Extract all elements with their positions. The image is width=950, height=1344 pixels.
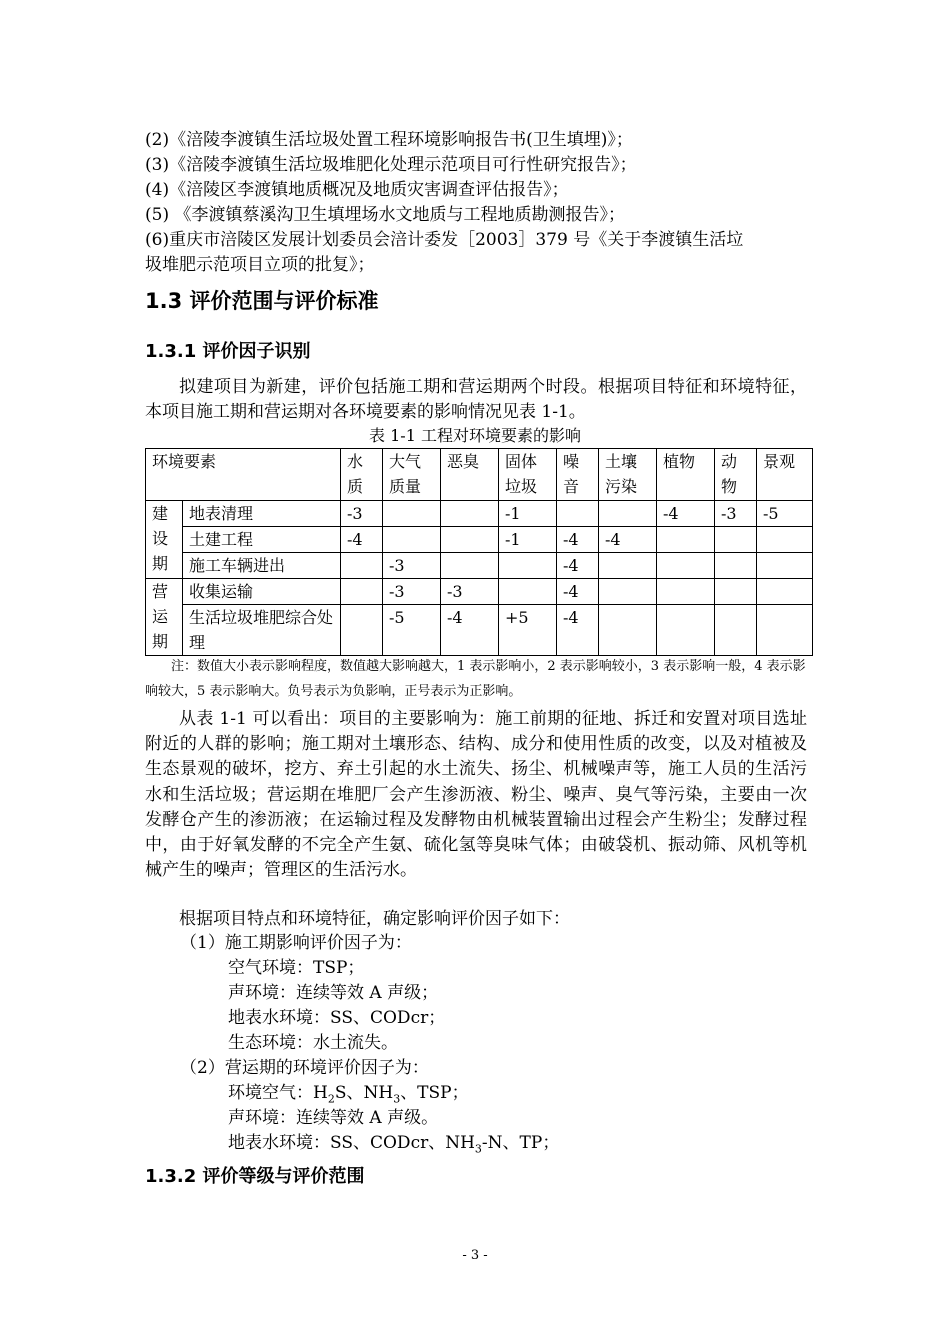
value-cell: [757, 553, 813, 579]
table-row: [146, 501, 813, 527]
value-cell: [341, 579, 383, 605]
value-cell: [657, 579, 715, 605]
reference-line: (2)《涪陵李渡镇生活垃圾处置工程环境影响报告书(卫生填埋)》；: [145, 130, 633, 150]
reference-line: (6)重庆市涪陵区发展计划委员会涪计委发［2003］379 号《关于李渡镇生活垃: [145, 230, 744, 250]
header-cell: 土壤污染: [599, 449, 657, 501]
value-cell: -3: [383, 553, 441, 579]
value-cell: [757, 605, 813, 656]
section-heading-1-3-1: 1.3.1 评价因子识别: [145, 341, 311, 362]
factor-item-air: 环境空气：$H_2S$、$NH_3$、TSP；: [228, 1083, 469, 1106]
factor-item: 地表水环境：SS、CODcr；: [228, 1008, 446, 1028]
value-cell: [715, 579, 757, 605]
factors-intro: 根据项目特点和环境特征，确定影响评价因子如下：: [179, 909, 570, 929]
value-cell: [657, 527, 715, 553]
value-cell: [557, 501, 599, 527]
section-heading-1-3-2: 1.3.2 评价等级与评价范围: [145, 1166, 365, 1187]
value-cell: [441, 501, 499, 527]
page-number: - 3 -: [462, 1248, 488, 1263]
value-cell: -4: [557, 605, 599, 656]
reference-line: 圾堆肥示范项目立项的批复》；: [145, 255, 375, 275]
header-cell: 植物: [657, 449, 715, 501]
value-cell: [715, 553, 757, 579]
reference-line: (3)《涪陵李渡镇生活垃圾堆肥化处理示范项目可行性研究报告》；: [145, 155, 637, 175]
header-cell: 大气质量: [383, 449, 441, 501]
value-cell: [599, 605, 657, 656]
value-cell: [599, 501, 657, 527]
value-cell: [441, 553, 499, 579]
header-cell: 固体垃圾: [499, 449, 557, 501]
factor-item: 声环境：连续等效 A 声级；: [228, 983, 439, 1003]
value-cell: -3: [441, 579, 499, 605]
reference-line: (4)《涪陵区李渡镇地质概况及地质灾害调查评估报告》；: [145, 180, 569, 200]
value-cell: -4: [341, 527, 383, 553]
construction-factors-title: （1）施工期影响评价因子为：: [180, 933, 412, 953]
header-cell: 动物: [715, 449, 757, 501]
item-cell: 土建工程: [183, 527, 341, 553]
operation-factors-title: （2）营运期的环境评价因子为：: [180, 1058, 429, 1078]
value-cell: [715, 605, 757, 656]
value-cell: [757, 527, 813, 553]
header-cell: 噪音: [557, 449, 599, 501]
reference-line: (5) 《李渡镇蔡溪沟卫生填埋场水文地质与工程地质勘测报告》；: [145, 205, 625, 225]
header-cell: 环境要素: [146, 449, 341, 501]
header-cell: 水质: [341, 449, 383, 501]
header-cell: 景观: [757, 449, 813, 501]
value-cell: -3: [341, 501, 383, 527]
value-cell: [441, 527, 499, 553]
value-cell: -3: [715, 501, 757, 527]
section-heading-1-3: 1.3 评价范围与评价标准: [145, 289, 379, 313]
value-cell: -4: [557, 527, 599, 553]
header-cell: 恶臭: [441, 449, 499, 501]
table-row: [146, 553, 813, 579]
impact-table: [145, 448, 813, 656]
value-cell: -1: [499, 501, 557, 527]
value-cell: [499, 553, 557, 579]
table-note: 注：数值大小表示影响程度，数值越大影响越大，1 表示影响小，2 表示影响较小，3 表示影响一般，4 表示影响较大，5 表示影响大。负号表示为负影响，正号表示为正影响。: [145, 659, 806, 699]
value-cell: -5: [757, 501, 813, 527]
value-cell: [341, 605, 383, 656]
item-cell: 地表清理: [183, 501, 341, 527]
value-cell: [757, 579, 813, 605]
value-cell: [341, 553, 383, 579]
value-cell: [657, 553, 715, 579]
value-cell: [599, 553, 657, 579]
analysis-paragraph: 从表 1-1 可以看出：项目的主要影响为：施工前期的征地、拆迁和安置对项目选址附近的人群的影响；施工期对土壤形态、结构、成分和使用性质的改变，以及对植被及生态景观的破坏，挖方、弃土引起的水土流失、扬尘、机械噪声等，施工人员的生活污水和生活垃圾；营运期在堆肥厂会产生渗沥液、粉尘、噪声、臭气等污染，主要由一次发酵仓产生的渗沥液；在运输过程及发酵物由机械装置输出过程会产生粉尘；发酵过程中，由于好氧发酵的不完全产生氨、硫化氢等臭味气体；由破袋机、振动筛、风机等机械产生的噪声；管理区的生活污水。: [145, 709, 807, 881]
value-cell: [657, 605, 715, 656]
factor-item: 声环境：连续等效 A 声级。: [228, 1108, 439, 1128]
value-cell: -4: [599, 527, 657, 553]
phase-cell: 营运期: [146, 579, 183, 656]
value-cell: -4: [557, 553, 599, 579]
item-cell: 收集运输: [183, 579, 341, 605]
value-cell: [599, 579, 657, 605]
value-cell: [383, 501, 441, 527]
value-cell: -4: [657, 501, 715, 527]
value-cell: -4: [441, 605, 499, 656]
value-cell: -5: [383, 605, 441, 656]
value-cell: -1: [499, 527, 557, 553]
factor-item-water: 地表水环境：SS、CODcr、$NH_3-N$、TP；: [228, 1133, 560, 1156]
factor-item: 空气环境：TSP；: [228, 958, 365, 978]
item-cell: 施工车辆进出: [183, 553, 341, 579]
item-cell: 生活垃圾堆肥综合处理: [183, 605, 341, 656]
factor-item: 生态环境：水土流失。: [228, 1033, 398, 1053]
table-header-row: [146, 449, 813, 501]
intro-paragraph: 拟建项目为新建，评价包括施工期和营运期两个时段。根据项目特征和环境特征，本项目施工期和营运期对各环境要素的影响情况见表 1-1。: [145, 377, 807, 423]
value-cell: -3: [383, 579, 441, 605]
value-cell: [715, 527, 757, 553]
table-row: [146, 605, 813, 656]
phase-cell: 建设期: [146, 501, 183, 579]
table-row: [146, 527, 813, 553]
value-cell: [499, 579, 557, 605]
value-cell: [383, 527, 441, 553]
table-caption: 表 1-1 工程对环境要素的影响: [369, 426, 581, 445]
table-row: [146, 579, 813, 605]
value-cell: +5: [499, 605, 557, 656]
value-cell: -4: [557, 579, 599, 605]
